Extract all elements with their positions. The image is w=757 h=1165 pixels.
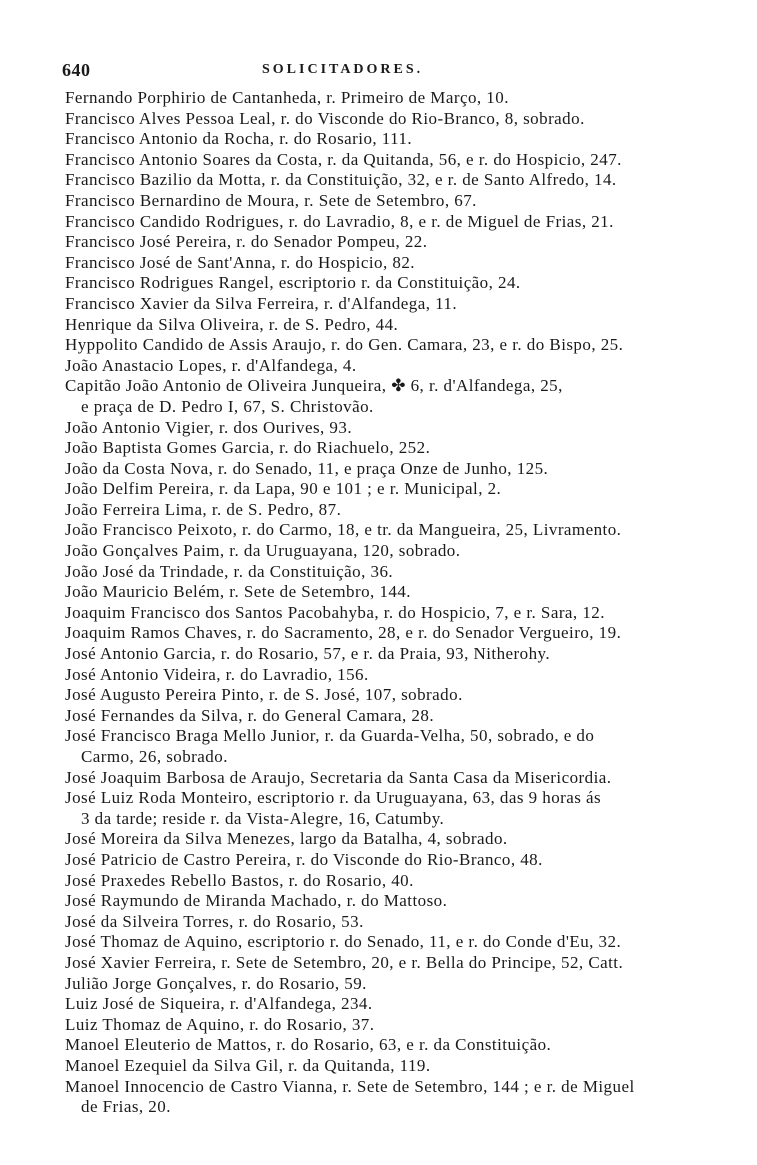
entry-text: João Mauricio Belém, r. Sete de Setembro, 144.	[65, 582, 411, 602]
entry-text: Luiz Thomaz de Aquino, r. do Rosario, 37.	[65, 1014, 375, 1034]
entry-text: José da Silveira Torres, r. do Rosario, 53.	[65, 911, 364, 931]
list-item	[65, 479, 735, 500]
entry-text: João Delfim Pereira, r. da Lapa, 90 e 101 ; e r. Municipal, 2.	[65, 479, 502, 499]
entry-text: Hyppolito Candido de Assis Araujo, r. do Gen. Camara, 23, e r. do Bispo, 25.	[65, 335, 624, 355]
list-item	[65, 829, 735, 850]
entry-text: Joaquim Francisco dos Santos Pacobahyba, r. do Hospicio, 7, e r. Sara, 12.	[65, 602, 605, 622]
list-item	[65, 1035, 735, 1056]
entry-text: José Antonio Videira, r. do Lavradio, 156.	[65, 664, 369, 684]
entry-text: Henrique da Silva Oliveira, r. de S. Pedro, 44.	[65, 314, 399, 334]
list-item	[65, 109, 735, 130]
list-item	[65, 273, 735, 294]
list-item	[65, 1056, 735, 1077]
list-item	[65, 994, 735, 1015]
entry-text: Francisco Bazilio da Motta, r. da Constituição, 32, e r. de Santo Alfredo, 14.	[65, 170, 617, 190]
entry-text: Francisco Alves Pessoa Leal, r. do Visconde do Rio-Branco, 8, sobrado.	[65, 108, 585, 128]
entry-continuation: e praça de D. Pedro I, 67, S. Christovão.	[81, 396, 374, 416]
entry-text: Julião Jorge Gonçalves, r. do Rosario, 59.	[65, 973, 367, 993]
list-item	[65, 170, 735, 191]
list-item	[65, 418, 735, 439]
list-item	[65, 88, 735, 109]
list-item	[65, 623, 735, 644]
entry-text: Francisco Rodrigues Rangel, escriptorio r. da Constituição, 24.	[65, 273, 521, 293]
entry-text: Manoel Eleuterio de Mattos, r. do Rosario, 63, e r. da Constituição.	[65, 1035, 552, 1055]
list-item	[65, 1015, 735, 1036]
list-item	[65, 953, 735, 974]
list-item	[65, 726, 735, 767]
entry-text: Francisco Antonio Soares da Costa, r. da Quitanda, 56, e r. do Hospicio, 247.	[65, 149, 622, 169]
entry-text: João Francisco Peixoto, r. do Carmo, 18, e tr. da Mangueira, 25, Livramento.	[65, 520, 622, 540]
list-item	[65, 232, 735, 253]
list-item	[65, 871, 735, 892]
entry-text: José Luiz Roda Monteiro, escriptorio r. da Uruguayana, 63, das 9 horas ás	[65, 788, 602, 808]
list-item	[65, 582, 735, 603]
list-item	[65, 541, 735, 562]
entry-text: Joaquim Ramos Chaves, r. do Sacramento, 28, e r. do Senador Vergueiro, 19.	[65, 623, 622, 643]
entry-text: João da Costa Nova, r. do Senado, 11, e praça Onze de Junho, 125.	[65, 458, 549, 478]
entry-text: João Anastacio Lopes, r. d'Alfandega, 4.	[65, 355, 357, 375]
entry-text: João Gonçalves Paim, r. da Uruguayana, 120, sobrado.	[65, 541, 461, 561]
entry-text: José Xavier Ferreira, r. Sete de Setembro, 20, e r. Bella do Principe, 52, Catt.	[65, 952, 624, 972]
list-item	[65, 212, 735, 233]
entry-text: José Moreira da Silva Menezes, largo da Batalha, 4, sobrado.	[65, 829, 508, 849]
entry-continuation: de Frias, 20.	[81, 1097, 171, 1117]
entry-text: Luiz José de Siqueira, r. d'Alfandega, 234.	[65, 994, 373, 1014]
list-item	[65, 665, 735, 686]
list-item	[65, 788, 735, 829]
list-item	[65, 356, 735, 377]
list-item	[65, 335, 735, 356]
entry-text: José Joaquim Barbosa de Araujo, Secretaria da Santa Casa da Misericordia.	[65, 767, 612, 787]
list-item	[65, 974, 735, 995]
list-item	[65, 850, 735, 871]
list-item	[65, 520, 735, 541]
list-item	[65, 315, 735, 336]
entry-text: José Augusto Pereira Pinto, r. de S. José, 107, sobrado.	[65, 685, 463, 705]
list-item	[65, 1077, 735, 1118]
solicitors-list	[65, 88, 735, 1118]
entry-text: Francisco Xavier da Silva Ferreira, r. d'Alfandega, 11.	[65, 293, 458, 313]
entry-text: José Praxedes Rebello Bastos, r. do Rosario, 40.	[65, 870, 414, 890]
list-item	[65, 129, 735, 150]
list-item	[65, 706, 735, 727]
entry-text: Manoel Ezequiel da Silva Gil, r. da Quitanda, 119.	[65, 1055, 431, 1075]
page-number: 640	[62, 60, 91, 80]
entry-text: José Raymundo de Miranda Machado, r. do Mattoso.	[65, 891, 448, 911]
list-item	[65, 253, 735, 274]
list-item	[65, 685, 735, 706]
list-item	[65, 891, 735, 912]
page-header	[62, 60, 722, 84]
entry-text: João Baptista Gomes Garcia, r. do Riachuelo, 252.	[65, 438, 431, 458]
section-title: SOLICITADORES.	[262, 62, 424, 77]
entry-text: Fernando Porphirio de Cantanheda, r. Primeiro de Março, 10.	[65, 88, 509, 107]
entry-continuation: Carmo, 26, sobrado.	[81, 747, 228, 766]
list-item	[65, 459, 735, 480]
list-item	[65, 294, 735, 315]
entry-text: José Francisco Braga Mello Junior, r. da Guarda-Velha, 50, sobrado, e do	[65, 726, 595, 746]
list-item	[65, 562, 735, 583]
entry-text: Capitão João Antonio de Oliveira Junqueira, ✤ 6, r. d'Alfandega, 25,	[65, 376, 563, 396]
list-item	[65, 768, 735, 789]
list-item	[65, 376, 735, 417]
list-item	[65, 438, 735, 459]
list-item	[65, 644, 735, 665]
entry-text: Francisco Bernardino de Moura, r. Sete de Setembro, 67.	[65, 190, 477, 210]
entry-text: José Fernandes da Silva, r. do General Camara, 28.	[65, 705, 435, 725]
entry-text: José Patricio de Castro Pereira, r. do Visconde do Rio-Branco, 48.	[65, 849, 543, 869]
entry-text: João José da Trindade, r. da Constituição, 36.	[65, 561, 394, 581]
entry-text: João Ferreira Lima, r. de S. Pedro, 87.	[65, 499, 342, 519]
entry-text: José Thomaz de Aquino, escriptorio r. do Senado, 11, e r. do Conde d'Eu, 32.	[65, 932, 622, 952]
entry-text: Francisco José Pereira, r. do Senador Pompeu, 22.	[65, 232, 428, 252]
list-item	[65, 603, 735, 624]
entry-text: Manoel Innocencio de Castro Vianna, r. Sete de Setembro, 144 ; e r. de Miguel	[65, 1076, 635, 1096]
list-item	[65, 500, 735, 521]
entry-text: Francisco Antonio da Rocha, r. do Rosario, 111.	[65, 129, 413, 149]
list-item	[65, 150, 735, 171]
list-item	[65, 191, 735, 212]
list-item	[65, 932, 735, 953]
entry-text: Francisco Candido Rodrigues, r. do Lavradio, 8, e r. de Miguel de Frias, 21.	[65, 211, 614, 231]
entry-text: Francisco José de Sant'Anna, r. do Hospicio, 82.	[65, 252, 415, 272]
list-item	[65, 912, 735, 933]
entry-continuation: 3 da tarde; reside r. da Vista-Alegre, 16, Catumby.	[81, 808, 445, 828]
entry-text: João Antonio Vigier, r. dos Ourives, 93.	[65, 417, 353, 437]
entry-text: José Antonio Garcia, r. do Rosario, 57, e r. da Praia, 93, Nitherohy.	[65, 644, 551, 664]
